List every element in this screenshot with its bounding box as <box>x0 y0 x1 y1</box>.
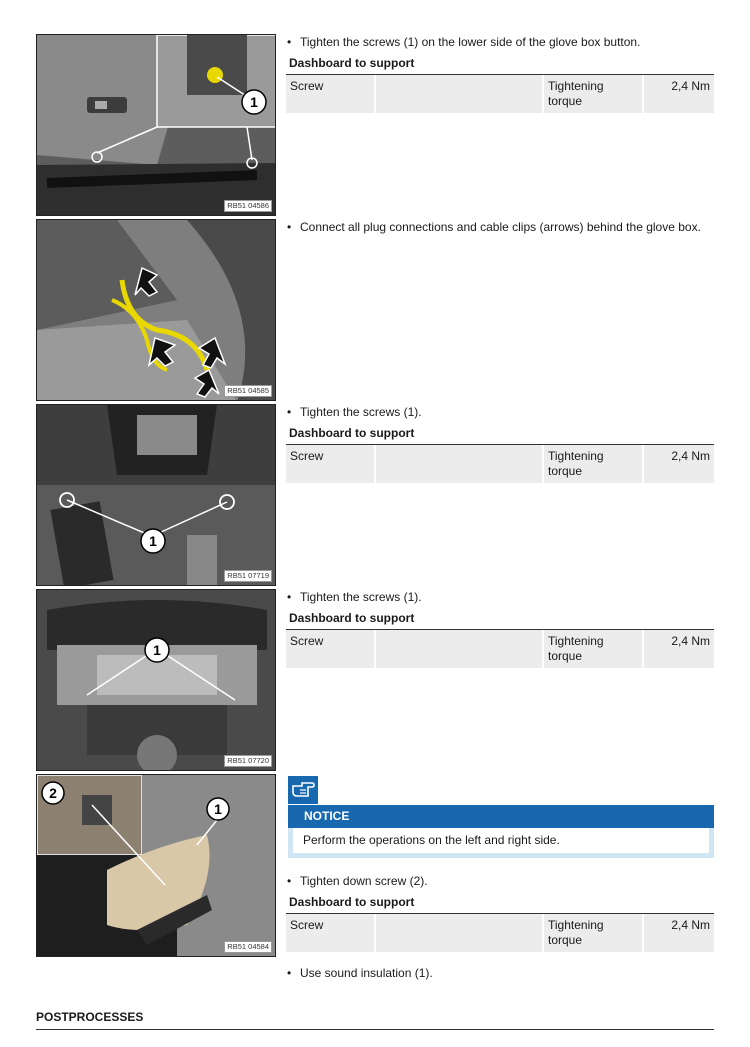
callout-label: 1 <box>214 801 222 817</box>
table-title: Dashboard to support <box>289 895 415 909</box>
notice-text: Perform the operations on the left and right side. <box>288 828 714 858</box>
callout-label: 1 <box>149 533 157 549</box>
instruction: • Use sound insulation (1). <box>286 966 714 981</box>
instruction: • Connect all plug connections and cable clips (arrows) behind the glove box. <box>286 220 714 235</box>
table-cell <box>376 630 544 668</box>
hand-pointing-icon <box>288 776 318 804</box>
table-row <box>286 445 714 483</box>
table-cell: Tightening torque <box>544 75 644 113</box>
figure-code: RB51 04586 <box>224 200 272 212</box>
table-cell: Tightening torque <box>544 914 644 952</box>
step-3 <box>286 405 714 483</box>
table-row <box>286 914 714 952</box>
torque-table <box>286 74 714 113</box>
table-title: Dashboard to support <box>289 426 415 440</box>
step-5 <box>286 874 714 981</box>
figure-lower-dashboard-screws <box>36 404 276 586</box>
callout-label: 1 <box>153 642 161 658</box>
table-cell: 2,4 Nm <box>644 630 714 668</box>
instruction: • Tighten the screws (1). <box>286 590 714 605</box>
table-row <box>286 630 714 668</box>
table-cell <box>376 914 544 952</box>
step-4 <box>286 590 714 668</box>
figure-code: RB51 04585 <box>224 385 272 397</box>
table-cell: Screw <box>286 445 376 483</box>
instruction: • Tighten the screws (1). <box>286 405 714 420</box>
table-cell: 2,4 Nm <box>644 445 714 483</box>
table-cell: Tightening torque <box>544 630 644 668</box>
torque-table <box>286 444 714 483</box>
callout-label: 2 <box>49 785 57 801</box>
table-cell: Screw <box>286 914 376 952</box>
figure-code: RB51 07719 <box>224 570 272 582</box>
notice-title: NOTICE <box>288 805 714 828</box>
instruction: • Tighten the screws (1) on the lower side of the glove box button. <box>286 35 714 50</box>
table-cell: Tightening torque <box>544 445 644 483</box>
figure-code: RB51 04584 <box>224 941 272 953</box>
table-cell <box>376 445 544 483</box>
torque-table <box>286 629 714 668</box>
table-cell: Screw <box>286 630 376 668</box>
section-heading: POSTPROCESSES <box>36 1010 714 1030</box>
step-2 <box>286 220 714 235</box>
table-cell: Screw <box>286 75 376 113</box>
table-title: Dashboard to support <box>289 56 415 70</box>
table-cell: 2,4 Nm <box>644 75 714 113</box>
figure-code: RB51 07720 <box>224 755 272 767</box>
table-title: Dashboard to support <box>289 611 415 625</box>
notice-box <box>288 805 714 858</box>
figure-plug-connections <box>36 219 276 401</box>
figure-sound-insulation <box>36 774 276 957</box>
step-1 <box>286 35 714 113</box>
instruction: • Tighten down screw (2). <box>286 874 714 889</box>
torque-table <box>286 913 714 952</box>
table-row <box>286 75 714 113</box>
figure-steering-column-screws <box>36 589 276 771</box>
callout-label: 1 <box>250 94 258 110</box>
figure-glove-box-button-screws <box>36 34 276 216</box>
table-cell <box>376 75 544 113</box>
table-cell: 2,4 Nm <box>644 914 714 952</box>
